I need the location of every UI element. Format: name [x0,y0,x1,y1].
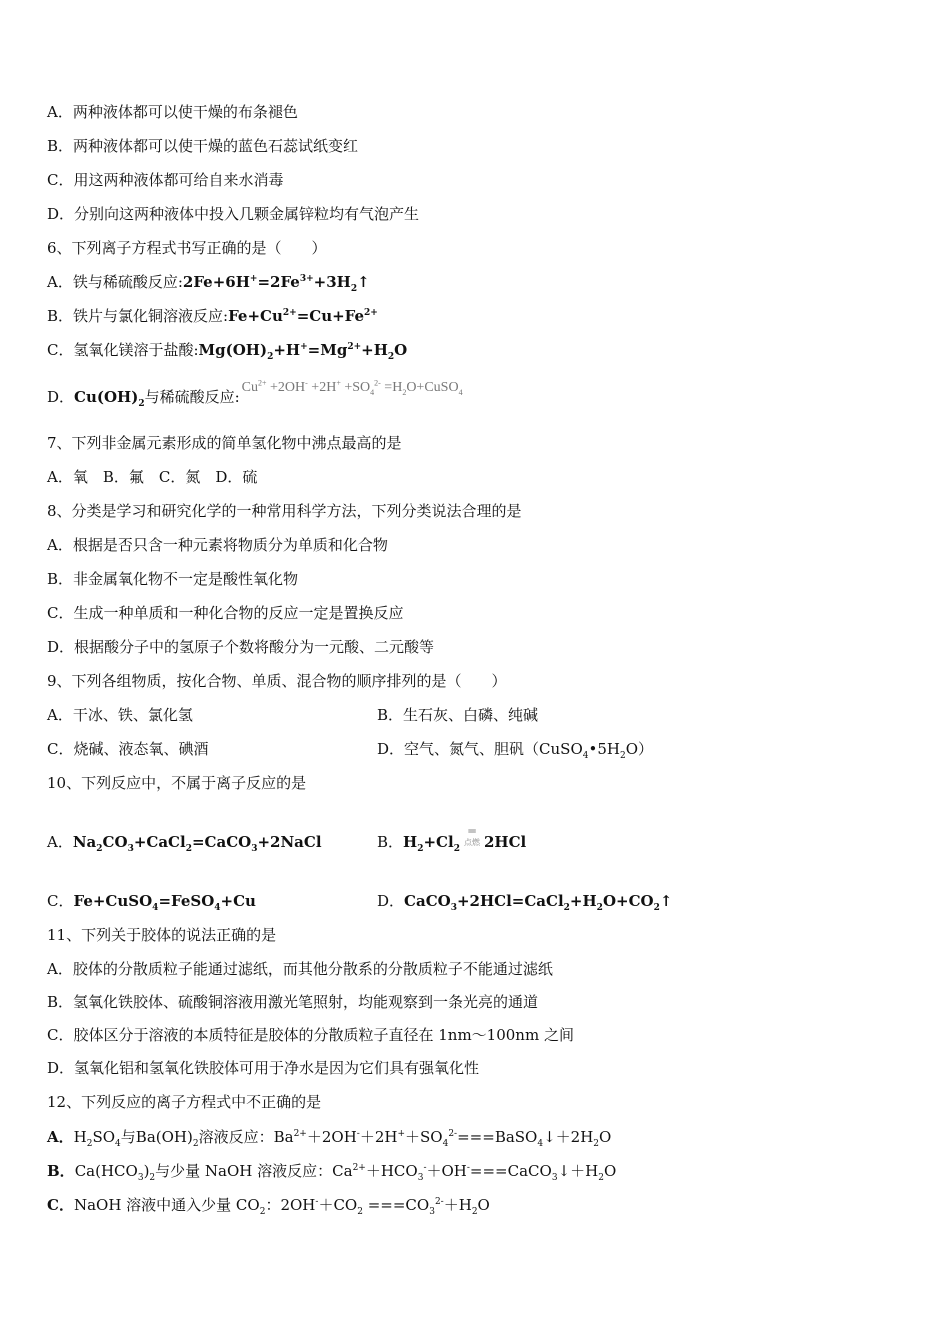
q10-b-condition [464,826,480,848]
q12-c-label: C． [47,1196,74,1214]
q10-option-b [377,824,527,854]
q6-a-equation: $2Fe+6H^+=2Fe^{3+}+3H_2↑$ [182,273,370,294]
q10-b-equation-right: 2HCl [483,833,527,851]
q12-a-reactant1: $H_2SO_4$ [73,1128,121,1149]
q9-option-d: D．空气、氮气、胆矾$(CuSO_4•5H_2O)$ [377,740,654,761]
q12-a-reactant2: $Ba(OH)_2$ [135,1128,199,1149]
q6-option-b [47,306,378,326]
q6-d-equation: $Cu^{2+} +2OH^- +2H^+ +SO_4^{2-}$ $=H_2O+CuSO_4$ [241,378,463,397]
q9-d-mid: •5H [588,740,620,758]
q12-stem: 12、下列反应的离子方程式中不正确的是 [47,1093,322,1111]
q7-options: A．氧 B．氟 C．氮 D．硫 [47,468,258,486]
q12-c-text: NaOH 溶液中通入少量 CO [73,1196,260,1214]
q9-d-suffix: O） [625,740,654,758]
q5-option-d: D．分别向这两种液体中投入几颗金属锌粒均有气泡产生 [47,205,420,223]
q9-d-prefix: D．空气、氮气、胆矾（CuSO [377,740,583,758]
q6-option-c [47,340,407,360]
q10-b-label: B． [377,833,404,851]
q6-option-a [47,272,370,292]
q8-option-d: D．根据酸分子中的氢原子个数将酸分为一元酸、二元酸等 [47,638,435,656]
q12-a-equation: $Ba^{2+}+2OH^-+2H^++SO_4^{2-}===BaSO_4↓+2H_2O$ [273,1128,612,1149]
q12-b-equation: $Ca^{2+}+HCO_3^-+OH^-===CaCO_3↓+H_2O$ [332,1162,617,1183]
q6-c-equation: $Mg(OH)_2+H^+=Mg^{2+}+H_2O$ [198,341,408,362]
q11-option-d: D．氢氧化铝和氢氧化铁胶体可用于净水是因为它们具有强氧化性 [47,1059,480,1077]
q10-option-a [47,832,322,852]
q5-option-c: C．用这两种液体都可给自来水消毒 [47,171,284,189]
q10-a-label: A． [47,833,73,851]
q8-stem: 8、分类是学习和研究化学的一种常用科学方法，下列分类说法合理的是 [47,502,522,520]
q8-option-b: B．非金属氧化物不一定是酸性氧化物 [47,570,299,588]
q12-a-label: A． [47,1128,74,1146]
q12-option-b [47,1161,616,1181]
q10-d-label: D． [377,892,405,910]
q6-option-d [47,378,463,409]
q6-d-label: D． [47,388,75,406]
q12-a-mid: 与 [120,1128,136,1146]
q10-option-c [47,891,256,911]
q12-b-text: 与少量 NaOH 溶液反应： [155,1162,333,1180]
q11-option-a: A．胶体的分散质粒子能通过滤纸，而其他分散系的分散质粒子不能通过滤纸 [47,960,553,978]
q12-b-label: B． [47,1162,75,1180]
q8-option-a: A．根据是否只含一种元素将物质分为单质和化合物 [47,536,388,554]
q10-b-equation-left: $H_2+Cl_2$ [403,833,460,854]
q6-a-label: A．铁与稀硫酸反应: [47,273,183,291]
q12-b-reactant: $Ca(HCO_3)_2$ [74,1162,156,1183]
q6-d-compound: $Cu(OH)_2$ [74,388,145,409]
q10-d-equation: $CaCO_3+2HCl=CaCl_2+H_2O+CO_2↑$ [404,892,673,913]
q8-option-c: C．生成一种单质和一种化合物的反应一定是置换反应 [47,604,404,622]
q5-option-a: A．两种液体都可以使干燥的布条褪色 [47,103,298,121]
q10-b-condition-sign: ═ [468,824,476,838]
q7-stem: 7、下列非金属元素形成的简单氢化物中沸点最高的是 [47,434,402,452]
q6-d-text: 与稀硫酸反应: [144,388,240,406]
q11-stem: 11、下列关于胶体的说法正确的是 [47,926,277,944]
q12-option-a [47,1127,611,1147]
q10-a-equation: $Na_2CO_3+CaCl_2=CaCO_3+2NaCl$ [72,833,322,854]
q9-option-c: C．烧碱、液态氧、碘酒 [47,740,209,758]
q5-option-b: B．两种液体都可以使干燥的蓝色石蕊试纸变红 [47,137,359,155]
q6-b-label: B．铁片与氯化铜溶液反应: [47,307,229,325]
q12-a-text: 溶液反应： [198,1128,274,1146]
q12-option-c: C．NaOH 溶液中通入少量 $CO_2$：$2OH^-+CO_2 ===CO_3^{2-}+H_2O$ [47,1196,490,1217]
q9-stem: 9、下列各组物质，按化合物、单质、混合物的顺序排列的是（ ） [47,672,507,690]
q10-c-label: C． [47,892,74,910]
q10-b-condition-text: 点燃 [463,838,480,847]
q9-option-b: B．生石灰、白磷、纯碱 [377,706,539,724]
q11-option-c: C．胶体区分于溶液的本质特征是胶体的分散质粒子直径在 1nm～100nm 之间 [47,1026,574,1044]
q10-option-d [377,891,672,911]
q11-option-b: B．氢氧化铁胶体、硫酸铜溶液用激光笔照射，均能观察到一条光亮的通道 [47,993,539,1011]
q6-c-label: C．氢氧化镁溶于盐酸: [47,341,199,359]
q6-stem: 6、下列离子方程式书写正确的是（ ） [47,239,327,257]
q12-c-equation: $2OH^-+CO_2 ===CO_3^{2-}+H_2O$ [280,1196,490,1217]
q10-stem: 10、下列反应中，不属于离子反应的是 [47,774,307,792]
q6-b-equation: $Fe+Cu^{2+}=Cu+Fe^{2+}$ [228,307,378,325]
q12-c-sep: ： [265,1196,281,1214]
q9-option-a: A．干冰、铁、氯化氢 [47,706,193,724]
q10-c-equation: Fe+CuSO$_4$=FeSO$_4$+Cu [73,892,256,913]
